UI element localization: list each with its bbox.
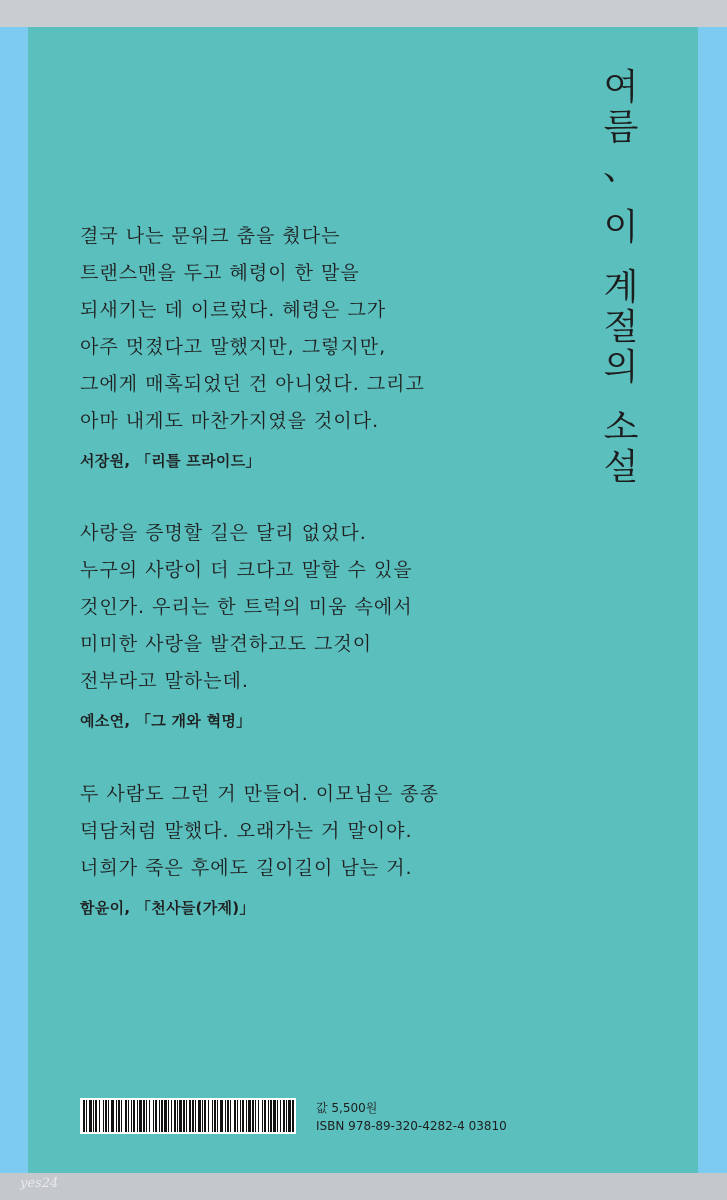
left-edge [0, 27, 28, 1173]
quote-line: 너희가 죽은 후에도 길이길이 남는 거. [80, 857, 413, 879]
title-char: 설 [603, 447, 639, 488]
quote-line: 트랜스맨을 두고 혜령이 한 말을 [80, 262, 360, 284]
isbn-label: ISBN 978-89-320-4282-4 03810 [316, 1119, 507, 1133]
quote-line: 누구의 사랑이 더 크다고 말할 수 있을 [80, 559, 413, 581]
quote-block-2 [80, 515, 500, 731]
quote-line: 아주 멋졌다고 말했지만, 그렇지만, [80, 336, 387, 358]
quote-line: 결국 나는 문워크 춤을 췄다는 [80, 225, 341, 247]
title-char: 름 [603, 107, 639, 148]
top-band [0, 0, 727, 27]
quote-credit: 예소연, 「그 개와 혁명」 [80, 712, 252, 730]
quote-line: 전부라고 말하는데. [80, 670, 249, 692]
quote-block-1 [80, 218, 500, 471]
quote-line: 되새기는 데 이르렀다. 혜령은 그가 [80, 299, 387, 321]
quote-line: 아마 내게도 마찬가지였을 것이다. [80, 410, 380, 432]
title-char: 의 [603, 347, 639, 388]
quote-line: 것인가. 우리는 한 트럭의 미움 속에서 [80, 596, 413, 618]
barcode-icon [80, 1098, 296, 1134]
quote-line: 두 사람도 그런 거 만들어. 이모님은 종종 [80, 783, 439, 805]
title-char: 소 [603, 407, 639, 448]
quote-credit: 함윤이, 「천사들(가제)」 [80, 899, 255, 917]
quote-line: 그에게 매혹되었던 건 아니었다. 그리고 [80, 373, 425, 395]
price-label: 값 5,500원 [316, 1101, 378, 1115]
quote-block-3 [80, 776, 500, 918]
bottom-band [0, 1173, 727, 1200]
watermark-logo: yes24 [20, 1176, 59, 1191]
title-char: 여 [603, 67, 639, 108]
title-char: 절 [603, 307, 639, 348]
title-char: 계 [603, 267, 639, 308]
right-edge [698, 27, 727, 1173]
quote-line: 덕담처럼 말했다. 오래가는 거 말이야. [80, 820, 413, 842]
vertical-title [596, 67, 646, 490]
title-char: 이 [603, 207, 639, 248]
quote-line: 사랑을 증명할 길은 달리 없었다. [80, 522, 367, 544]
quote-line: 미미한 사랑을 발견하고도 그것이 [80, 633, 373, 655]
title-char: 、 [602, 147, 639, 188]
quote-credit: 서장원, 「리틀 프라이드」 [80, 452, 261, 470]
